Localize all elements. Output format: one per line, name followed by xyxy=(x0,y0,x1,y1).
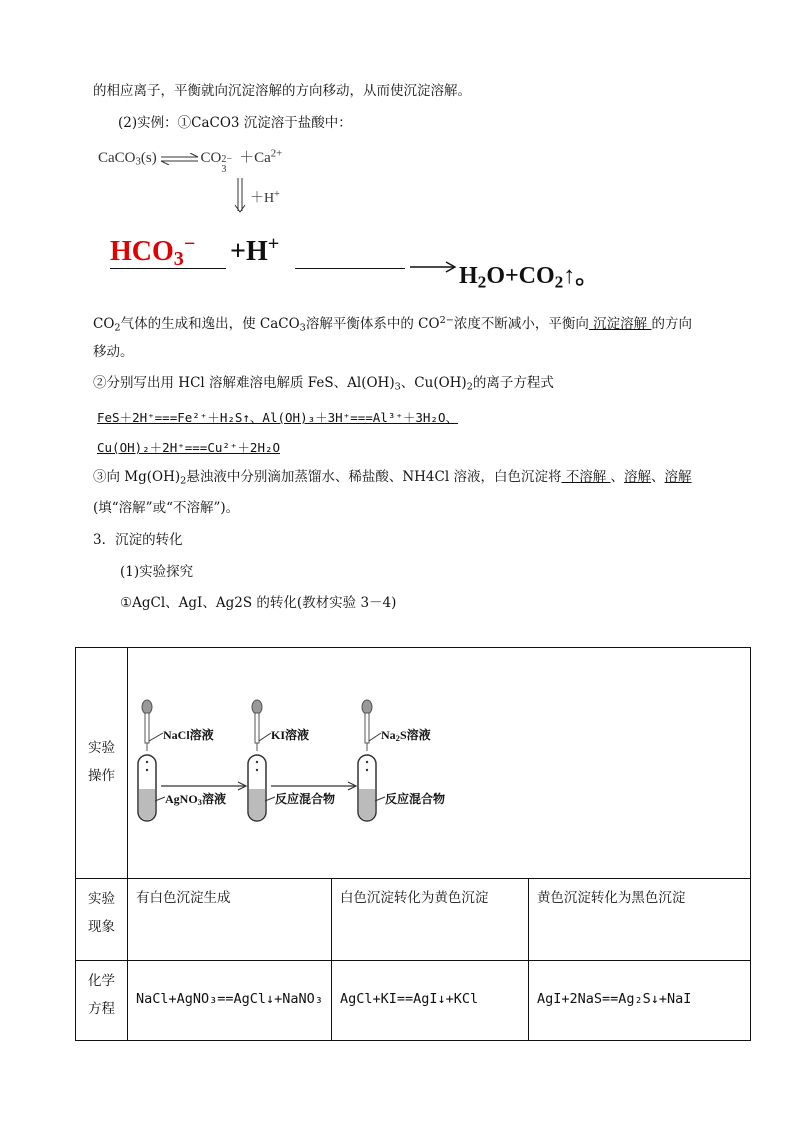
hco3-sub: 3 xyxy=(173,248,184,271)
arrow-icon xyxy=(161,782,246,790)
experiment-table xyxy=(75,647,751,1041)
row-label xyxy=(76,961,128,1041)
eq-h: ＋H xyxy=(250,191,275,206)
equation-cell: AgI+2NaS==Ag₂S↓+NaI xyxy=(528,961,750,1041)
sup: 2− xyxy=(439,315,454,326)
label-text: 化学方程 xyxy=(88,973,115,1017)
eq-sub: 3 xyxy=(221,164,227,175)
text: 的方向 xyxy=(651,315,692,332)
text: 悬浊液中分别滴加蒸馏水、稀盐酸、NH4Cl 溶液，白色沉淀将 xyxy=(186,469,562,485)
obs-cell: 黄色沉淀转化为黑色沉淀 xyxy=(528,879,750,961)
answer-line-2: Cu(OH)₂＋2H⁺===Cu²⁺＋2H₂O xyxy=(97,440,281,455)
tube-group-2 xyxy=(248,700,266,821)
equation-cell: AgCl+KI==AgI↓+KCl xyxy=(331,961,528,1041)
tube-label-3: 反应混合物 xyxy=(385,792,446,806)
eq-co3: CO xyxy=(200,150,222,166)
o-co2: O+CO xyxy=(486,263,555,289)
text: 、Cu(OH) xyxy=(400,375,467,391)
text: 溶液 xyxy=(201,792,226,806)
subsection-heading: (1)实验探究 xyxy=(120,564,194,580)
dropper-label-2: KI溶液 xyxy=(271,728,310,742)
eq-sup: 2− xyxy=(221,154,232,165)
eq-sup: + xyxy=(274,188,280,200)
text: 、 xyxy=(610,469,625,485)
plus-h-big xyxy=(230,233,279,268)
text-line: (填“溶解”或“不溶解”)。 xyxy=(93,500,240,516)
text: 气体的生成和逸出，使 CaCO xyxy=(120,315,300,332)
products xyxy=(459,255,599,292)
row-label xyxy=(76,648,128,879)
table-row xyxy=(76,879,751,961)
plus-h-sup: + xyxy=(267,233,280,255)
text: 、 xyxy=(651,469,665,485)
text: S溶液 xyxy=(399,728,431,742)
text: CO xyxy=(93,315,115,332)
text: 的离子方程式 xyxy=(472,375,554,391)
eq-sup: 2+ xyxy=(270,147,283,160)
text: ②分别写出用 HCl 溶解难溶电解质 FeS、Al(OH) xyxy=(93,375,395,391)
question-3 xyxy=(93,468,692,490)
sub: 3 xyxy=(197,797,202,808)
hco3-fill xyxy=(110,233,195,271)
down-double-arrow-icon xyxy=(233,177,247,213)
sub: 2 xyxy=(466,381,473,393)
text: AgNO xyxy=(165,792,198,806)
obs-cell: 有白色沉淀生成 xyxy=(128,879,332,961)
answer-fill: 沉淀溶解 xyxy=(588,315,652,332)
dropper-label-3 xyxy=(381,726,431,743)
sub: 3 xyxy=(394,381,401,393)
gas-arrow: ↑。 xyxy=(563,263,600,289)
text-line: 移动。 xyxy=(93,344,134,360)
answer-line-1: FeS＋2H⁺===Fe²⁺＋H₂S↑、Al(OH)₃＋3H⁺===Al³⁺＋3H₂O、 xyxy=(97,410,458,425)
h2o-h: H xyxy=(459,263,478,289)
experiment-figure xyxy=(129,649,749,877)
co2-sub: 2 xyxy=(554,272,564,292)
tube-group-3 xyxy=(358,700,376,821)
answer-fill: 不溶解 xyxy=(561,469,611,485)
equation-cell: NaCl+AgNO₃==AgCl↓+NaNO₃ xyxy=(128,961,332,1041)
answer-fill: 溶解 xyxy=(664,469,692,485)
question-2 xyxy=(93,374,554,396)
h2o-sub: 2 xyxy=(477,272,487,292)
text: 溶解平衡体系中的 CO xyxy=(305,315,440,332)
eq-ca: ＋Ca xyxy=(239,150,271,166)
equilibrium-equation xyxy=(98,146,283,175)
sub: 2 xyxy=(180,475,187,487)
text: ③向 Mg(OH) xyxy=(93,469,181,485)
blank-line-2 xyxy=(295,268,405,269)
blank-line-1 xyxy=(110,268,226,269)
equilibrium-arrow-icon xyxy=(160,153,200,165)
eq-caco3: CaCO xyxy=(98,150,136,166)
plus-h-label xyxy=(250,187,280,207)
text-line: 的相应离子，平衡就向沉淀溶解的方向移动，从而使沉淀溶解。 xyxy=(93,83,471,99)
figure-cell xyxy=(128,648,751,879)
example-heading: (2)实例：①CaCO3 沉淀溶于盐酸中： xyxy=(118,115,352,131)
sub: 2 xyxy=(114,322,121,334)
sub: 3 xyxy=(299,322,306,334)
hco3-text: HCO xyxy=(110,236,174,268)
table-row xyxy=(76,961,751,1041)
eq-state: (s) xyxy=(140,150,157,166)
label-text: 实验现象 xyxy=(88,891,115,935)
plus-h-text: +H xyxy=(230,236,268,268)
tube-label-1 xyxy=(165,790,226,807)
dropper-label-1: NaCl溶液 xyxy=(163,728,214,742)
arrow-icon xyxy=(271,782,356,790)
right-arrow-icon xyxy=(410,261,456,273)
co2-paragraph xyxy=(93,312,692,337)
eq-sub: 3 xyxy=(135,155,141,168)
text: Na xyxy=(381,728,396,742)
answer-fill: 溶解 xyxy=(624,469,652,485)
hco3-sup: − xyxy=(183,233,196,255)
sub: 2 xyxy=(395,733,400,744)
row-label xyxy=(76,879,128,961)
text: 浓度不断减小，平衡向 xyxy=(453,315,589,332)
section-heading: 3．沉淀的转化 xyxy=(93,532,183,548)
tube-label-2: 反应混合物 xyxy=(275,792,336,806)
experiment-title: ①AgCl、AgI、Ag2S 的转化(教材实验 3－4) xyxy=(120,595,397,611)
tube-group-1 xyxy=(138,700,156,821)
table-row xyxy=(76,648,751,879)
label-text: 实验操作 xyxy=(88,740,115,784)
obs-cell: 白色沉淀转化为黄色沉淀 xyxy=(331,879,528,961)
